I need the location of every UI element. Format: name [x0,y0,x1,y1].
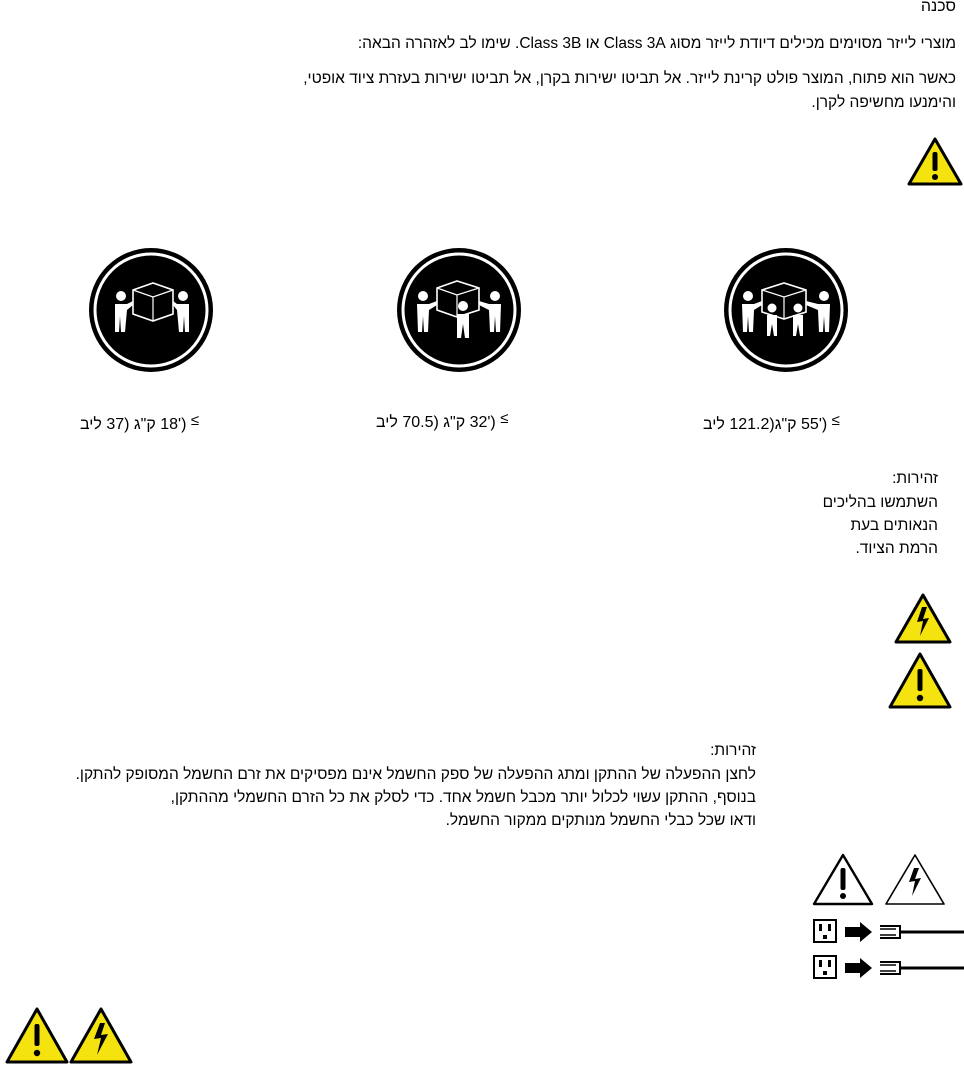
lifting-caution-line-2: הנאותים בעת [850,517,938,534]
laser-line-3: והימנעו מחשיפה לקרן. [811,94,956,111]
lifting-caution-line-3: הרמת הציוד. [855,540,938,557]
outline-warning-icon [814,855,872,904]
lifting-caution-title: זהירות: [892,470,938,487]
electrical-caution-title: זהירות: [710,742,756,759]
electrical-hazard-icon [68,1006,134,1066]
laser-heading: סכנה [920,0,956,15]
warning-triangle-icon [4,1006,70,1066]
laser-line-1: מוצרי לייזר מסוימים מכילים דיודת לייזר מסוג Class 3A או Class 3B. שימו לב לאזהרה הבאה: [357,35,956,52]
three-person-lift-icon [395,246,523,374]
two-person-lift-icon [87,246,215,374]
electrical-line-2: בנוסף, ההתקן עשוי לכלול יותר מכבל חשמל אחד. כדי לסלק את כל הזרם החשמלי מההתקן, [170,789,756,806]
unplug-diagram [810,852,964,982]
warning-triangle-icon [887,651,953,711]
lifting-caution-line-1: השתמשו בהליכים [822,494,938,511]
electrical-hazard-icon [893,592,953,646]
lift-label-three-person: ('32 ק"ג (70.5 ליב ≤ [376,410,509,431]
four-person-lift-icon [722,246,850,374]
warning-triangle-icon [906,136,964,188]
lift-label-four-person: ('55 ק"ג(121.2 ליב ≤ [703,412,840,433]
laser-line-2: כאשר הוא פתוח, המוצר פולט קרינת לייזר. אל תביטו ישירות בקרן, אל תביטו ישירות בעזרת ציוד אופטי, [303,70,956,87]
lift-label-two-person: ('18 ק"ג (37 ליב ≤ [80,412,200,433]
electrical-line-3: ודאו שכל כבלי החשמל מנותקים ממקור החשמל. [445,812,756,829]
electrical-line-1: לחצן ההפעלה של ההתקן ומתג ההפעלה של ספק החשמל אינם מפסיקים את זרם החשמל המסופק להתקן. [75,766,756,783]
outline-electrical-icon [886,855,944,904]
